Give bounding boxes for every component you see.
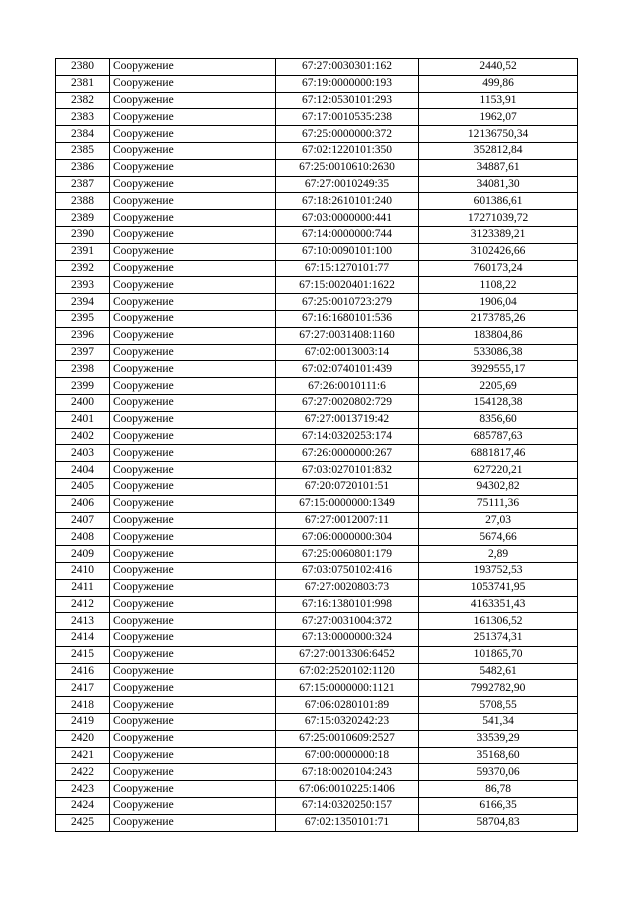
cadastral-number-cell: 67:16:1680101:536 [276,310,419,327]
table-row [56,546,578,563]
cadastral-number-cell: 67:02:2520102:1120 [276,663,419,680]
cadastral-number-cell: 67:13:0000000:324 [276,630,419,647]
object-type-cell: Сооружение [110,714,276,731]
value-cell: 760173,24 [419,260,578,277]
cadastral-number-cell: 67:02:0740101:439 [276,361,419,378]
cadastral-number-cell: 67:27:0031004:372 [276,613,419,630]
cadastral-number-cell: 67:25:0010610:2630 [276,159,419,176]
object-type-cell: Сооружение [110,546,276,563]
value-cell: 161306,52 [419,613,578,630]
object-type-cell: Сооружение [110,646,276,663]
object-type-cell: Сооружение [110,495,276,512]
table-row [56,109,578,126]
object-type-cell: Сооружение [110,394,276,411]
object-type-cell: Сооружение [110,277,276,294]
value-cell: 75111,36 [419,495,578,512]
object-type-cell: Сооружение [110,310,276,327]
table-row [56,814,578,831]
table-row [56,613,578,630]
table-row [56,243,578,260]
row-number-cell: 2392 [56,260,110,277]
value-cell: 1053741,95 [419,579,578,596]
row-number-cell: 2424 [56,798,110,815]
cadastral-number-cell: 67:27:0012007:11 [276,512,419,529]
cadastral-number-cell: 67:03:0750102:416 [276,562,419,579]
table-row [56,579,578,596]
table-row [56,512,578,529]
value-cell: 541,34 [419,714,578,731]
object-type-cell: Сооружение [110,92,276,109]
value-cell: 685787,63 [419,428,578,445]
cadastral-number-cell: 67:15:0000000:1349 [276,495,419,512]
object-type-cell: Сооружение [110,411,276,428]
table-row [56,562,578,579]
row-number-cell: 2416 [56,663,110,680]
value-cell: 2,89 [419,546,578,563]
value-cell: 2205,69 [419,378,578,395]
object-type-cell: Сооружение [110,243,276,260]
cadastral-number-cell: 67:19:0000000:193 [276,75,419,92]
cadastral-number-cell: 67:14:0320250:157 [276,798,419,815]
cadastral-number-cell: 67:27:0031408:1160 [276,327,419,344]
row-number-cell: 2400 [56,394,110,411]
table-row [56,260,578,277]
row-number-cell: 2423 [56,781,110,798]
row-number-cell: 2385 [56,142,110,159]
object-type-cell: Сооружение [110,697,276,714]
object-type-cell: Сооружение [110,176,276,193]
object-type-cell: Сооружение [110,562,276,579]
cadastral-number-cell: 67:15:0020401:1622 [276,277,419,294]
property-table [55,58,578,832]
table-row [56,394,578,411]
row-number-cell: 2409 [56,546,110,563]
row-number-cell: 2413 [56,613,110,630]
table-row [56,680,578,697]
row-number-cell: 2415 [56,646,110,663]
cadastral-number-cell: 67:02:1220101:350 [276,142,419,159]
value-cell: 183804,86 [419,327,578,344]
object-type-cell: Сооружение [110,210,276,227]
row-number-cell: 2386 [56,159,110,176]
row-number-cell: 2390 [56,226,110,243]
cadastral-number-cell: 67:27:0013719:42 [276,411,419,428]
row-number-cell: 2391 [56,243,110,260]
cadastral-number-cell: 67:27:0030301:162 [276,59,419,76]
table-row [56,478,578,495]
value-cell: 58704,83 [419,814,578,831]
value-cell: 17271039,72 [419,210,578,227]
object-type-cell: Сооружение [110,613,276,630]
object-type-cell: Сооружение [110,344,276,361]
object-type-cell: Сооружение [110,781,276,798]
object-type-cell: Сооружение [110,378,276,395]
row-number-cell: 2403 [56,445,110,462]
object-type-cell: Сооружение [110,159,276,176]
cadastral-number-cell: 67:03:0000000:441 [276,210,419,227]
row-number-cell: 2407 [56,512,110,529]
object-type-cell: Сооружение [110,193,276,210]
row-number-cell: 2388 [56,193,110,210]
object-type-cell: Сооружение [110,529,276,546]
table-row [56,445,578,462]
row-number-cell: 2382 [56,92,110,109]
table-row [56,210,578,227]
object-type-cell: Сооружение [110,361,276,378]
table-row [56,462,578,479]
object-type-cell: Сооружение [110,814,276,831]
object-type-cell: Сооружение [110,142,276,159]
cadastral-number-cell: 67:17:0010535:238 [276,109,419,126]
value-cell: 59370,06 [419,764,578,781]
value-cell: 34081,30 [419,176,578,193]
row-number-cell: 2417 [56,680,110,697]
object-type-cell: Сооружение [110,59,276,76]
value-cell: 352812,84 [419,142,578,159]
value-cell: 533086,38 [419,344,578,361]
row-number-cell: 2387 [56,176,110,193]
cadastral-number-cell: 67:27:0020803:73 [276,579,419,596]
value-cell: 7992782,90 [419,680,578,697]
cadastral-number-cell: 67:06:0280101:89 [276,697,419,714]
table-row [56,596,578,613]
cadastral-number-cell: 67:10:0090101:100 [276,243,419,260]
object-type-cell: Сооружение [110,294,276,311]
cadastral-number-cell: 67:26:0000000:267 [276,445,419,462]
cadastral-number-cell: 67:27:0010249:35 [276,176,419,193]
table-row [56,764,578,781]
row-number-cell: 2414 [56,630,110,647]
value-cell: 601386,61 [419,193,578,210]
table-row [56,75,578,92]
row-number-cell: 2404 [56,462,110,479]
table-row [56,529,578,546]
row-number-cell: 2411 [56,579,110,596]
table-row [56,411,578,428]
row-number-cell: 2399 [56,378,110,395]
object-type-cell: Сооружение [110,730,276,747]
object-type-cell: Сооружение [110,680,276,697]
row-number-cell: 2408 [56,529,110,546]
cadastral-number-cell: 67:02:1350101:71 [276,814,419,831]
value-cell: 2440,52 [419,59,578,76]
value-cell: 1108,22 [419,277,578,294]
cadastral-number-cell: 67:00:0000000:18 [276,747,419,764]
cadastral-number-cell: 67:06:0000000:304 [276,529,419,546]
object-type-cell: Сооружение [110,327,276,344]
table-row [56,495,578,512]
row-number-cell: 2406 [56,495,110,512]
object-type-cell: Сооружение [110,428,276,445]
value-cell: 101865,70 [419,646,578,663]
cadastral-number-cell: 67:16:1380101:998 [276,596,419,613]
table-row [56,663,578,680]
table-row [56,697,578,714]
table-row [56,294,578,311]
cadastral-number-cell: 67:02:0013003:14 [276,344,419,361]
row-number-cell: 2402 [56,428,110,445]
value-cell: 4163351,43 [419,596,578,613]
value-cell: 6881817,46 [419,445,578,462]
table-row [56,159,578,176]
object-type-cell: Сооружение [110,747,276,764]
table-row [56,630,578,647]
table-row [56,344,578,361]
row-number-cell: 2394 [56,294,110,311]
row-number-cell: 2420 [56,730,110,747]
cadastral-number-cell: 67:12:0530101:293 [276,92,419,109]
object-type-cell: Сооружение [110,596,276,613]
row-number-cell: 2405 [56,478,110,495]
row-number-cell: 2395 [56,310,110,327]
cadastral-number-cell: 67:14:0320253:174 [276,428,419,445]
table-row [56,277,578,294]
value-cell: 6166,35 [419,798,578,815]
object-type-cell: Сооружение [110,126,276,143]
value-cell: 3123389,21 [419,226,578,243]
table-row [56,781,578,798]
value-cell: 5482,61 [419,663,578,680]
value-cell: 35168,60 [419,747,578,764]
value-cell: 3102426,66 [419,243,578,260]
property-table-body [56,59,578,832]
row-number-cell: 2396 [56,327,110,344]
row-number-cell: 2418 [56,697,110,714]
cadastral-number-cell: 67:27:0020802:729 [276,394,419,411]
table-row [56,327,578,344]
table-row [56,310,578,327]
row-number-cell: 2410 [56,562,110,579]
table-row [56,142,578,159]
value-cell: 34887,61 [419,159,578,176]
value-cell: 154128,38 [419,394,578,411]
cadastral-number-cell: 67:25:0010723:279 [276,294,419,311]
object-type-cell: Сооружение [110,75,276,92]
table-row [56,378,578,395]
table-row [56,59,578,76]
value-cell: 8356,60 [419,411,578,428]
table-row [56,798,578,815]
value-cell: 33539,29 [419,730,578,747]
object-type-cell: Сооружение [110,512,276,529]
value-cell: 627220,21 [419,462,578,479]
value-cell: 1906,04 [419,294,578,311]
object-type-cell: Сооружение [110,478,276,495]
table-row [56,714,578,731]
object-type-cell: Сооружение [110,462,276,479]
table-row [56,226,578,243]
row-number-cell: 2422 [56,764,110,781]
row-number-cell: 2419 [56,714,110,731]
value-cell: 5708,55 [419,697,578,714]
cadastral-number-cell: 67:26:0010111:6 [276,378,419,395]
object-type-cell: Сооружение [110,445,276,462]
table-row [56,730,578,747]
object-type-cell: Сооружение [110,764,276,781]
cadastral-number-cell: 67:20:0720101:51 [276,478,419,495]
value-cell: 1962,07 [419,109,578,126]
cadastral-number-cell: 67:15:1270101:77 [276,260,419,277]
row-number-cell: 2425 [56,814,110,831]
table-row [56,646,578,663]
cadastral-number-cell: 67:25:0000000:372 [276,126,419,143]
table-row [56,361,578,378]
value-cell: 2173785,26 [419,310,578,327]
value-cell: 499,86 [419,75,578,92]
cadastral-number-cell: 67:25:0010609:2527 [276,730,419,747]
row-number-cell: 2421 [56,747,110,764]
object-type-cell: Сооружение [110,630,276,647]
table-row [56,747,578,764]
row-number-cell: 2380 [56,59,110,76]
row-number-cell: 2393 [56,277,110,294]
row-number-cell: 2412 [56,596,110,613]
object-type-cell: Сооружение [110,798,276,815]
cadastral-number-cell: 67:25:0060801:179 [276,546,419,563]
row-number-cell: 2398 [56,361,110,378]
row-number-cell: 2401 [56,411,110,428]
value-cell: 27,03 [419,512,578,529]
table-row [56,428,578,445]
table-row [56,92,578,109]
row-number-cell: 2397 [56,344,110,361]
cadastral-number-cell: 67:14:0000000:744 [276,226,419,243]
row-number-cell: 2389 [56,210,110,227]
row-number-cell: 2383 [56,109,110,126]
table-row [56,193,578,210]
row-number-cell: 2384 [56,126,110,143]
table-row [56,126,578,143]
cadastral-number-cell: 67:15:0000000:1121 [276,680,419,697]
object-type-cell: Сооружение [110,109,276,126]
value-cell: 12136750,34 [419,126,578,143]
object-type-cell: Сооружение [110,260,276,277]
object-type-cell: Сооружение [110,579,276,596]
cadastral-number-cell: 67:18:0020104:243 [276,764,419,781]
value-cell: 5674,66 [419,529,578,546]
value-cell: 193752,53 [419,562,578,579]
value-cell: 1153,91 [419,92,578,109]
cadastral-number-cell: 67:27:0013306:6452 [276,646,419,663]
object-type-cell: Сооружение [110,663,276,680]
value-cell: 86,78 [419,781,578,798]
cadastral-number-cell: 67:18:2610101:240 [276,193,419,210]
value-cell: 251374,31 [419,630,578,647]
cadastral-number-cell: 67:03:0270101:832 [276,462,419,479]
row-number-cell: 2381 [56,75,110,92]
cadastral-number-cell: 67:15:0320242:23 [276,714,419,731]
table-row [56,176,578,193]
cadastral-number-cell: 67:06:0010225:1406 [276,781,419,798]
value-cell: 94302,82 [419,478,578,495]
object-type-cell: Сооружение [110,226,276,243]
value-cell: 3929555,17 [419,361,578,378]
